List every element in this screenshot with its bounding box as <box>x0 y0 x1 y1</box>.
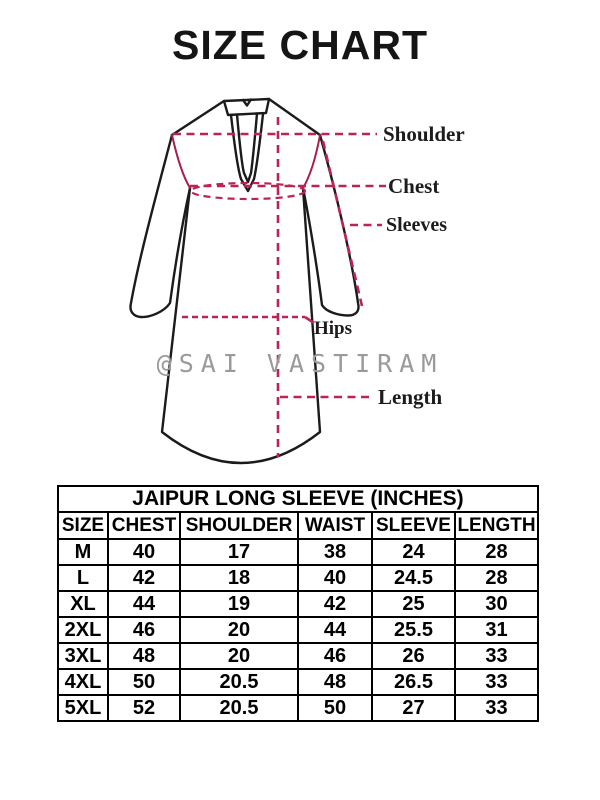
table-row-2xl <box>58 617 538 643</box>
left-armhole-curve <box>172 135 190 188</box>
size-cell: 3XL <box>58 643 108 669</box>
hips-label: Hips <box>314 318 353 339</box>
table-row-3xl <box>58 643 538 669</box>
table-header-row <box>58 512 538 539</box>
waist-cell: 40 <box>298 565 372 591</box>
shoulder-cell: 20 <box>180 617 298 643</box>
length-cell: 33 <box>455 643 538 669</box>
shoulder-cell: 19 <box>180 591 298 617</box>
body-outline <box>162 188 320 463</box>
size-chart-table <box>57 485 539 722</box>
size-cell: 5XL <box>58 695 108 721</box>
table-title-row <box>58 486 538 512</box>
size-cell: M <box>58 539 108 565</box>
sleeve-cell: 24.5 <box>372 565 455 591</box>
length-cell: 28 <box>455 539 538 565</box>
length-cell: 33 <box>455 669 538 695</box>
waist-cell: 46 <box>298 643 372 669</box>
chest-cell: 40 <box>108 539 180 565</box>
shoulder-cell: 20.5 <box>180 695 298 721</box>
col-header-waist: WAIST <box>298 512 372 539</box>
length-label: Length <box>378 385 443 409</box>
kurta-outline <box>130 99 358 463</box>
waist-cell: 50 <box>298 695 372 721</box>
col-header-shoulder: SHOULDER <box>180 512 298 539</box>
shoulder-cell: 20 <box>180 643 298 669</box>
col-header-size: SIZE <box>58 512 108 539</box>
size-cell: 4XL <box>58 669 108 695</box>
chest-cell: 48 <box>108 643 180 669</box>
sleeve-cell: 27 <box>372 695 455 721</box>
table-title: JAIPUR LONG SLEEVE (INCHES) <box>58 486 538 512</box>
waist-cell: 42 <box>298 591 372 617</box>
waist-cell: 38 <box>298 539 372 565</box>
table-row-m <box>58 539 538 565</box>
right-armhole-curve <box>303 135 320 188</box>
table-row-l <box>58 565 538 591</box>
shoulder-label: Shoulder <box>383 122 465 146</box>
left-sleeve <box>130 135 190 317</box>
sleeve-cell: 26 <box>372 643 455 669</box>
size-cell: 2XL <box>58 617 108 643</box>
chest-cell: 50 <box>108 669 180 695</box>
shoulder-cell: 20.5 <box>180 669 298 695</box>
col-header-chest: CHEST <box>108 512 180 539</box>
shoulder-cell: 18 <box>180 565 298 591</box>
length-cell: 31 <box>455 617 538 643</box>
sleeve-cell: 24 <box>372 539 455 565</box>
length-cell: 33 <box>455 695 538 721</box>
chest-label: Chest <box>388 174 440 198</box>
brand-watermark: @SAI VASTIRAM <box>156 349 444 378</box>
shoulder-cell: 17 <box>180 539 298 565</box>
table-row-4xl <box>58 669 538 695</box>
size-cell: XL <box>58 591 108 617</box>
sleeve-cell: 26.5 <box>372 669 455 695</box>
col-header-sleeve: SLEEVE <box>372 512 455 539</box>
sleeve-cell: 25 <box>372 591 455 617</box>
col-header-length: LENGTH <box>455 512 538 539</box>
measurement-lines <box>173 117 386 457</box>
placket <box>231 114 263 192</box>
left-shoulder-line <box>172 101 224 135</box>
waist-cell: 48 <box>298 669 372 695</box>
chest-cell: 44 <box>108 591 180 617</box>
length-cell: 30 <box>455 591 538 617</box>
table-row-xl <box>58 591 538 617</box>
chest-cell: 46 <box>108 617 180 643</box>
sleeve-cell: 25.5 <box>372 617 455 643</box>
chest-cell: 52 <box>108 695 180 721</box>
size-cell: L <box>58 565 108 591</box>
collar <box>224 99 269 115</box>
table-row-5xl <box>58 695 538 721</box>
right-shoulder-line <box>269 99 320 135</box>
chest-cell: 42 <box>108 565 180 591</box>
length-cell: 28 <box>455 565 538 591</box>
waist-cell: 44 <box>298 617 372 643</box>
page-title: SIZE CHART <box>172 22 428 68</box>
sleeves-label: Sleeves <box>386 214 448 236</box>
